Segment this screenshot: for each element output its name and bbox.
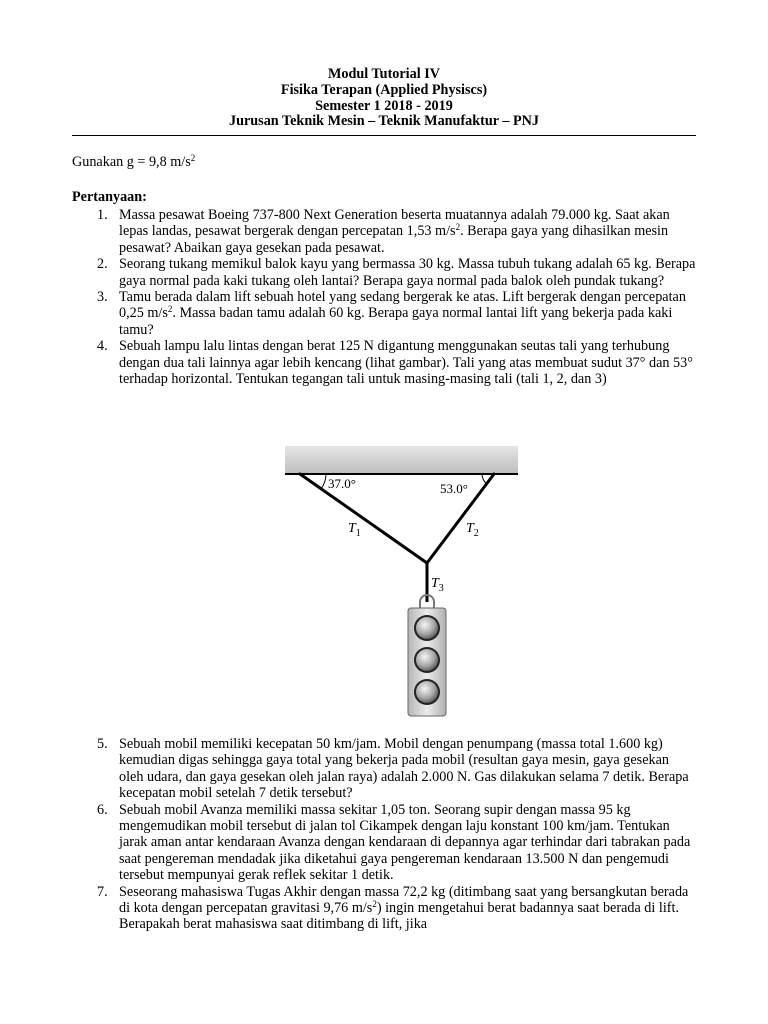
angle-label-left: 37.0° xyxy=(328,476,356,491)
question-text-part: . Massa badan tamu adalah 60 kg. Berapa gaya normal lantai lift yang bekerja pada kaki tamu? xyxy=(119,305,673,338)
question-text: Sebuah mobil memiliki kecepatan 50 km/jam. Mobil dengan penumpang (massa total 1.600 kg) kemudian digas sehingga gaya total yang bekerja pada mobil (resultan gaya mesin, gaya gesekan oleh udara, dan gaya gesekan oleh jalan raya) adalah 2.000 N. Gas dilakukan selama 7 detik. Berapa kecepatan mobil setelah 7 detik tersebut? xyxy=(119,736,689,802)
header-divider xyxy=(72,135,696,136)
lamp-top xyxy=(416,617,438,639)
question-text-part: Seseorang mahasiswa Tugas Akhir dengan massa 72,2 kg (ditimbang saat yang bersangkutan berada di kota dengan percepatan gravitasi 9,76 m/s xyxy=(119,883,689,917)
question-text xyxy=(119,884,696,933)
question-text-part: ) ingin mengetahui berat badannya saat berada di lift. Berapakah berat mahasiswa saat ditimbang di lift, jika xyxy=(119,900,679,933)
question-number: 3. xyxy=(97,289,108,306)
header-semester: Semester 1 2018 - 2019 xyxy=(315,97,453,114)
question-text: Seorang tukang memikul balok kayu yang bermassa 30 kg. Massa tubuh tukang adalah 65 kg. Berapa gaya normal pada kaki tukang oleh lantai? Berapa gaya normal pada balok oleh pundak tukang? xyxy=(119,256,696,289)
question-number: 2. xyxy=(97,256,108,273)
question-4 xyxy=(72,338,696,387)
tension-diagram xyxy=(282,446,522,724)
question-2 xyxy=(72,256,696,289)
question-number: 7. xyxy=(97,883,108,900)
question-text xyxy=(119,207,696,256)
question-list xyxy=(72,207,696,387)
gravity-note xyxy=(72,154,195,171)
question-7 xyxy=(72,884,696,933)
question-text xyxy=(119,289,696,338)
question-number: 6. xyxy=(97,801,108,818)
question-text-part: . Berapa gaya yang dihasilkan mesin pesawat? Abaikan gaya gesekan pada pesawat. xyxy=(119,223,669,256)
header-title: Modul Tutorial IV xyxy=(328,66,440,82)
question-number: 5. xyxy=(97,736,108,752)
tension-label-t1 xyxy=(348,521,361,539)
t3-subscript: 3 xyxy=(438,583,444,594)
question-text: Sebuah lampu lalu lintas dengan berat 125 N digantung menggunakan seutas tali yang terhubung dengan dua tali lainnya agar lebih kencang (lihat gambar). Tali yang atas membuat sudut 37° dan 53° terhadap horizontal. Tentukan tegangan tali untuk masing-masing tali (tali 1, 2, dan 3) xyxy=(119,338,693,388)
t3-symbol: T xyxy=(431,576,439,591)
tension-label-t2 xyxy=(466,521,479,539)
t2-symbol: T xyxy=(466,521,474,536)
t1-subscript: 1 xyxy=(355,528,361,539)
traffic-light-figure xyxy=(282,446,522,724)
question-list-continued xyxy=(72,736,696,933)
tension-label-t3 xyxy=(431,576,444,594)
section-title: Pertanyaan: xyxy=(72,189,147,205)
header-department: Jurusan Teknik Mesin – Teknik Manufaktur – PNJ xyxy=(229,113,539,130)
rope-t1 xyxy=(300,474,427,563)
document-header xyxy=(72,67,696,130)
question-text-part: Tamu berada dalam lift sebuah hotel yang sedang bergerak ke atas. Lift bergerak dengan percepatan 0,25 m/s xyxy=(119,289,686,322)
lamp-middle xyxy=(416,649,438,671)
question-3 xyxy=(72,289,696,338)
gravity-exponent: 2 xyxy=(190,153,196,163)
angle-label-right: 53.0° xyxy=(440,481,468,496)
lamp-bottom xyxy=(416,681,438,703)
ceiling xyxy=(285,446,518,474)
question-superscript: 2 xyxy=(167,304,173,315)
question-1 xyxy=(72,207,696,256)
t2-subscript: 2 xyxy=(473,528,479,539)
angle-arc-left xyxy=(321,474,326,489)
question-number: 1. xyxy=(97,207,108,223)
question-superscript: 2 xyxy=(372,899,377,910)
question-text: Sebuah mobil Avanza memiliki massa sekitar 1,05 ton. Seorang supir dengan massa 95 kg mengemudikan mobil tersebut di jalan tol Cikampek dengan laju konstant 100 km/jam. Tentukan jarak aman antar kendaraan Avanza dengan kendaraan di depannya agar terhindar dari tabrakan pada saat pengereman mendadak jika diketahui gaya pengereman kendaraan 13.500 N dan pengemudi tersebut mempunyai gerak reflek sekitar 1 detik. xyxy=(119,801,691,884)
gravity-text: Gunakan g = 9,8 m/s xyxy=(72,154,191,170)
question-number: 4. xyxy=(97,338,108,355)
t1-symbol: T xyxy=(348,521,356,536)
question-5 xyxy=(72,736,696,802)
question-superscript: 2 xyxy=(455,222,461,233)
question-6 xyxy=(72,802,696,884)
question-text-part: Massa pesawat Boeing 737-800 Next Generation beserta muatannya adalah 79.000 kg. Saat akan lepas landas, pesawat bergerak dengan percepatan 1,53 m/s xyxy=(119,207,670,240)
header-course: Fisika Terapan (Applied Physiscs) xyxy=(280,81,488,98)
